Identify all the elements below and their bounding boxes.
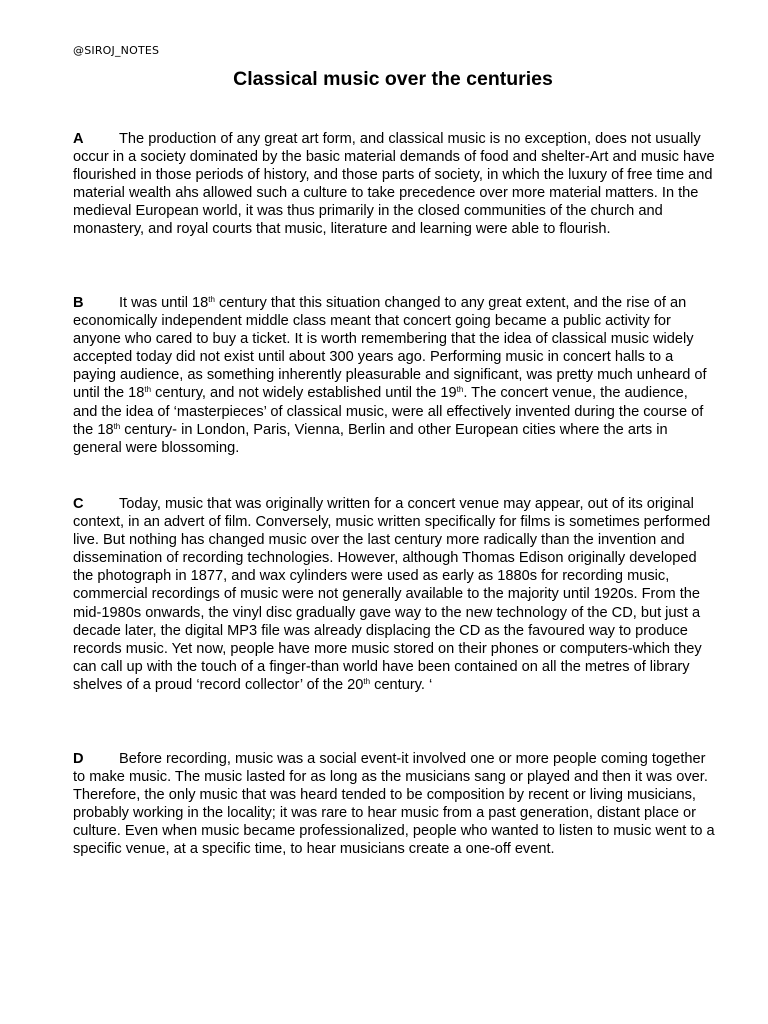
ordinal-suffix: th bbox=[144, 385, 152, 395]
author-handle: @SIROJ_NOTES bbox=[73, 44, 160, 57]
paragraph-text-b-4: . The concert venue, the audience, and the idea of ‘masterpieces’ of classical music, were all effectively invented during the course of the 18 bbox=[73, 385, 704, 438]
paragraph-text-b-2: century that this situation changed to any great extent, and the rise of an economically independent middle class meant that concert going became a public activity for anyone who cared to buy a ticket. It is worth remembering that the idea of classical music widely accepted today did not exist until about 300 years ago. Performing music in concert halls to a paying audience, as something inherently pleasurable and significant, was pretty much unheard of until the 18 bbox=[73, 295, 707, 402]
paragraph-d bbox=[73, 750, 715, 859]
paragraph-text-b-3: century, and not widely established until the 19 bbox=[151, 385, 457, 402]
paragraph-b bbox=[73, 294, 715, 457]
paragraph-text-d: Before recording, music was a social event-it involved one or more people coming together to make music. The music lasted for as long as the musicians sang or played and then it was over. Therefore, the only music that was heard tended to be composition by recent or living musicians, probably working in the locality; it was rare to hear music from a past generation, distant place or culture. Even when music became professionalized, people who wanted to listen to music went to a specific venue, at a specific time, to hear musicians create a one-off event. bbox=[73, 751, 715, 858]
paragraph-letter-c: C bbox=[73, 496, 84, 512]
paragraph-letter-b: B bbox=[73, 295, 84, 311]
paragraph-letter-a: A bbox=[73, 131, 84, 147]
paragraph-text-b-1: It was until 18 bbox=[119, 295, 209, 311]
paragraph-a bbox=[73, 130, 715, 239]
ordinal-suffix: th bbox=[208, 295, 215, 304]
paragraph-text-c-1: Today, music that was originally written for a concert venue may appear, out of its original context, in an advert of film. Conversely, music written specifically for films is sometimes performed live. But nothing has changed music over the last century more radically than the invention and dissemination of recording technologies. However, although Thomas Edison originally developed the photograph in 1877, and wax cylinders were used as early as 1880s for recording music, commercial recordings of music were not generally available to the majority until 1920s. From the mid-1980s onwards, the vinyl disc gradually gave way to the new technology of the CD, but just a decade later, the digital MP3 file was already displacing the CD as the favoured way to produce records music. Yet now, people have more music stored on their phones or computers-which they can call up with the touch of a finger-than world have been contained on all the metres of library shelves of a proud ‘record collector’ of the 20 bbox=[73, 496, 711, 693]
paragraph-text-c-2: century. ‘ bbox=[370, 676, 433, 693]
document-title: Classical music over the centuries bbox=[233, 68, 553, 90]
paragraph-text-a: The production of any great art form, and classical music is no exception, does not usually occur in a society dominated by the basic material demands of food and shelter-Art and music have flourished in those periods of history, and those parts of society, in which the luxury of free time and material wealth ahs allowed such a culture to take precedence over more material matters. In the medieval European world, it was thus primarily in the closed communities of the church and monastery, and royal courts that music, literature and learning were able to flourish. bbox=[73, 131, 715, 238]
paragraph-text-b-5: century- in London, Paris, Vienna, Berlin and other European cities where the arts in general were blossoming. bbox=[73, 421, 668, 456]
ordinal-suffix: th bbox=[456, 385, 464, 395]
ordinal-suffix: th bbox=[363, 676, 371, 686]
paragraph-letter-d: D bbox=[73, 751, 84, 767]
paragraph-c bbox=[73, 495, 715, 694]
ordinal-suffix: th bbox=[113, 421, 121, 431]
